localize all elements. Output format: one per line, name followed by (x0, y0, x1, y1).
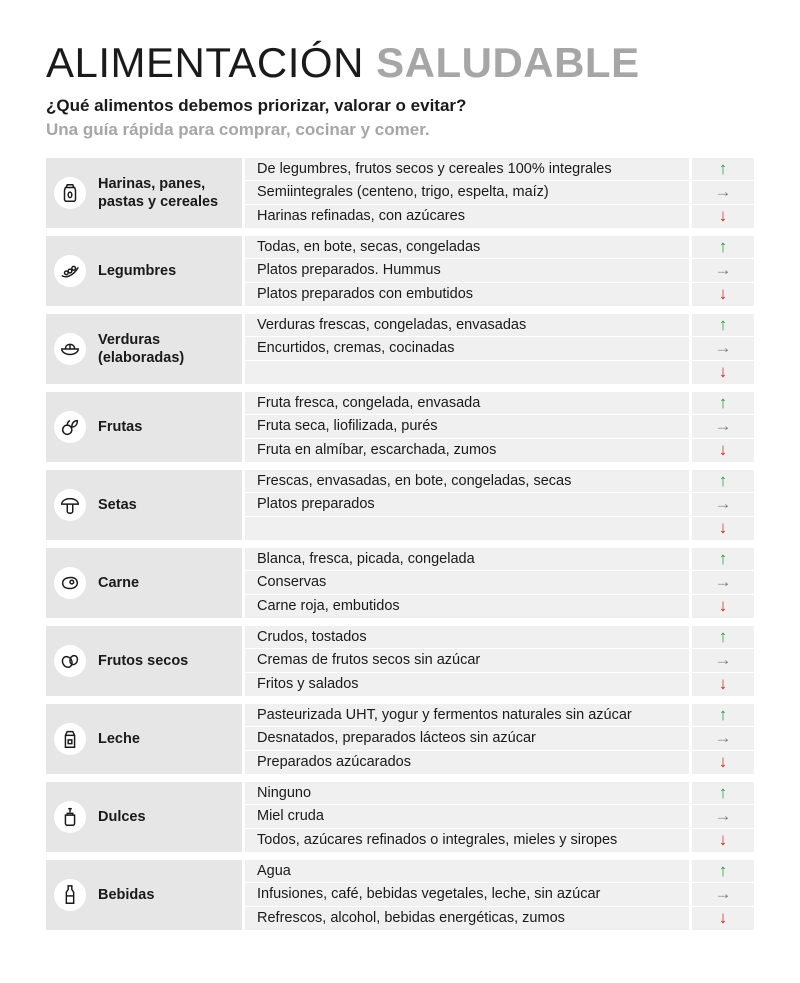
nuts-icon (54, 645, 86, 677)
row-text: Agua (245, 860, 689, 882)
title-accent: SALUDABLE (376, 39, 640, 86)
table-row (245, 595, 754, 618)
title-main: ALIMENTACIÓN (46, 39, 364, 86)
salad-bowl-icon (54, 333, 86, 365)
arrow-down-icon: ↓ (692, 205, 754, 228)
category-cell (46, 158, 242, 228)
row-text: Miel cruda (245, 805, 689, 827)
food-group (46, 626, 754, 696)
arrow-down-icon: ↓ (692, 907, 754, 930)
table-row (245, 470, 754, 493)
arrow-up-icon: ↑ (692, 548, 754, 570)
food-group (46, 860, 754, 930)
table-row (245, 314, 754, 337)
arrow-right-icon: → (692, 649, 754, 671)
row-text: Blanca, fresca, picada, congelada (245, 548, 689, 570)
row-text: Platos preparados. Hummus (245, 259, 689, 281)
table-row (245, 259, 754, 282)
table-row (245, 283, 754, 306)
arrow-up-icon: ↑ (692, 782, 754, 804)
row-text: Desnatados, preparados lácteos sin azúcar (245, 727, 689, 749)
arrow-right-icon: → (692, 181, 754, 203)
category-cell (46, 392, 242, 462)
row-text (245, 361, 689, 384)
row-text: Fruta seca, liofilizada, purés (245, 415, 689, 437)
table-row (245, 548, 754, 571)
food-group (46, 158, 754, 228)
table-row (245, 649, 754, 672)
row-text: Carne roja, embutidos (245, 595, 689, 618)
food-group (46, 236, 754, 306)
table-row (245, 517, 754, 540)
arrow-down-icon: ↓ (692, 673, 754, 696)
arrow-up-icon: ↑ (692, 860, 754, 882)
category-name: Setas (98, 497, 137, 513)
category-cell (46, 782, 242, 852)
table-row (245, 782, 754, 805)
fruit-icon (54, 411, 86, 443)
steak-icon (54, 567, 86, 599)
category-cell (46, 470, 242, 540)
food-group (46, 314, 754, 384)
category-name: Leche (98, 731, 140, 747)
arrow-down-icon: ↓ (692, 751, 754, 774)
table-row (245, 571, 754, 594)
arrow-up-icon: ↑ (692, 392, 754, 414)
row-text: Cremas de frutos secos sin azúcar (245, 649, 689, 671)
arrow-right-icon: → (692, 805, 754, 827)
category-name: Carne (98, 575, 140, 591)
arrow-right-icon: → (692, 259, 754, 281)
arrow-right-icon: → (692, 571, 754, 593)
table-row (245, 439, 754, 462)
row-text: Refrescos, alcohol, bebidas energéticas, zumos (245, 907, 689, 930)
arrow-up-icon: ↑ (692, 470, 754, 492)
table-row (245, 751, 754, 774)
arrow-right-icon: → (692, 883, 754, 905)
category-name: Harinas, panes, pastas y cereales (98, 176, 219, 210)
row-text: Fruta en almíbar, escarchada, zumos (245, 439, 689, 462)
row-text: Todas, en bote, secas, congeladas (245, 236, 689, 258)
category-cell (46, 626, 242, 696)
category-name: Frutos secos (98, 653, 189, 669)
arrow-up-icon: ↑ (692, 158, 754, 180)
table-row (245, 392, 754, 415)
table-row (245, 805, 754, 828)
arrow-up-icon: ↑ (692, 704, 754, 726)
pea-pod-icon (54, 255, 86, 287)
row-text: Verduras frescas, congeladas, envasadas (245, 314, 689, 336)
arrow-right-icon: → (692, 493, 754, 515)
row-text: Semiintegrales (centeno, trigo, espelta, maíz) (245, 181, 689, 203)
row-text: De legumbres, frutos secos y cereales 100% integrales (245, 158, 689, 180)
milk-carton-icon (54, 723, 86, 755)
table-row (245, 415, 754, 438)
category-cell (46, 548, 242, 618)
table-row (245, 860, 754, 883)
arrow-up-icon: ↑ (692, 314, 754, 336)
row-text: Pasteurizada UHT, yogur y fermentos naturales sin azúcar (245, 704, 689, 726)
category-name: Frutas (98, 419, 143, 435)
mushroom-icon (54, 489, 86, 521)
food-group (46, 548, 754, 618)
table-row (245, 883, 754, 906)
arrow-right-icon: → (692, 415, 754, 437)
subtitle-gray: Una guía rápida para comprar, cocinar y comer. (46, 120, 430, 139)
row-text: Frescas, envasadas, en bote, congeladas, secas (245, 470, 689, 492)
honey-jar-icon (54, 801, 86, 833)
row-text: Ninguno (245, 782, 689, 804)
food-group (46, 470, 754, 540)
food-guide-table (46, 158, 754, 938)
table-row (245, 626, 754, 649)
table-row (245, 361, 754, 384)
row-text: Encurtidos, cremas, cocinadas (245, 337, 689, 359)
row-text (245, 517, 689, 540)
category-cell (46, 704, 242, 774)
arrow-down-icon: ↓ (692, 517, 754, 540)
category-cell (46, 314, 242, 384)
category-name: Verduras (elaboradas) (98, 332, 185, 366)
category-cell (46, 860, 242, 930)
arrow-right-icon: → (692, 337, 754, 359)
arrow-down-icon: ↓ (692, 595, 754, 618)
category-name: Legumbres (98, 263, 177, 279)
row-text: Harinas refinadas, con azúcares (245, 205, 689, 228)
food-group (46, 704, 754, 774)
table-row (245, 337, 754, 360)
bottle-icon (54, 879, 86, 911)
row-text: Infusiones, café, bebidas vegetales, leche, sin azúcar (245, 883, 689, 905)
arrow-down-icon: ↓ (692, 439, 754, 462)
category-name: Dulces (98, 809, 146, 825)
category-name: Bebidas (98, 887, 155, 903)
table-row (245, 158, 754, 181)
arrow-down-icon: ↓ (692, 361, 754, 384)
row-text: Fruta fresca, congelada, envasada (245, 392, 689, 414)
arrow-down-icon: ↓ (692, 283, 754, 306)
arrow-up-icon: ↑ (692, 236, 754, 258)
row-text: Todos, azúcares refinados o integrales, mieles y siropes (245, 829, 689, 852)
flour-bag-icon (54, 177, 86, 209)
table-row (245, 829, 754, 852)
row-text: Fritos y salados (245, 673, 689, 696)
page-title (46, 38, 640, 88)
table-row (245, 907, 754, 930)
row-text: Conservas (245, 571, 689, 593)
row-text: Preparados azúcarados (245, 751, 689, 774)
table-row (245, 181, 754, 204)
subtitle: ¿Qué alimentos debemos priorizar, valorar o evitar? (46, 96, 467, 115)
category-cell (46, 236, 242, 306)
table-row (245, 205, 754, 228)
arrow-right-icon: → (692, 727, 754, 749)
row-text: Platos preparados con embutidos (245, 283, 689, 306)
table-row (245, 727, 754, 750)
table-row (245, 236, 754, 259)
row-text: Crudos, tostados (245, 626, 689, 648)
row-text: Platos preparados (245, 493, 689, 515)
table-row (245, 493, 754, 516)
arrow-up-icon: ↑ (692, 626, 754, 648)
table-row (245, 704, 754, 727)
food-group (46, 782, 754, 852)
arrow-down-icon: ↓ (692, 829, 754, 852)
table-row (245, 673, 754, 696)
food-group (46, 392, 754, 462)
